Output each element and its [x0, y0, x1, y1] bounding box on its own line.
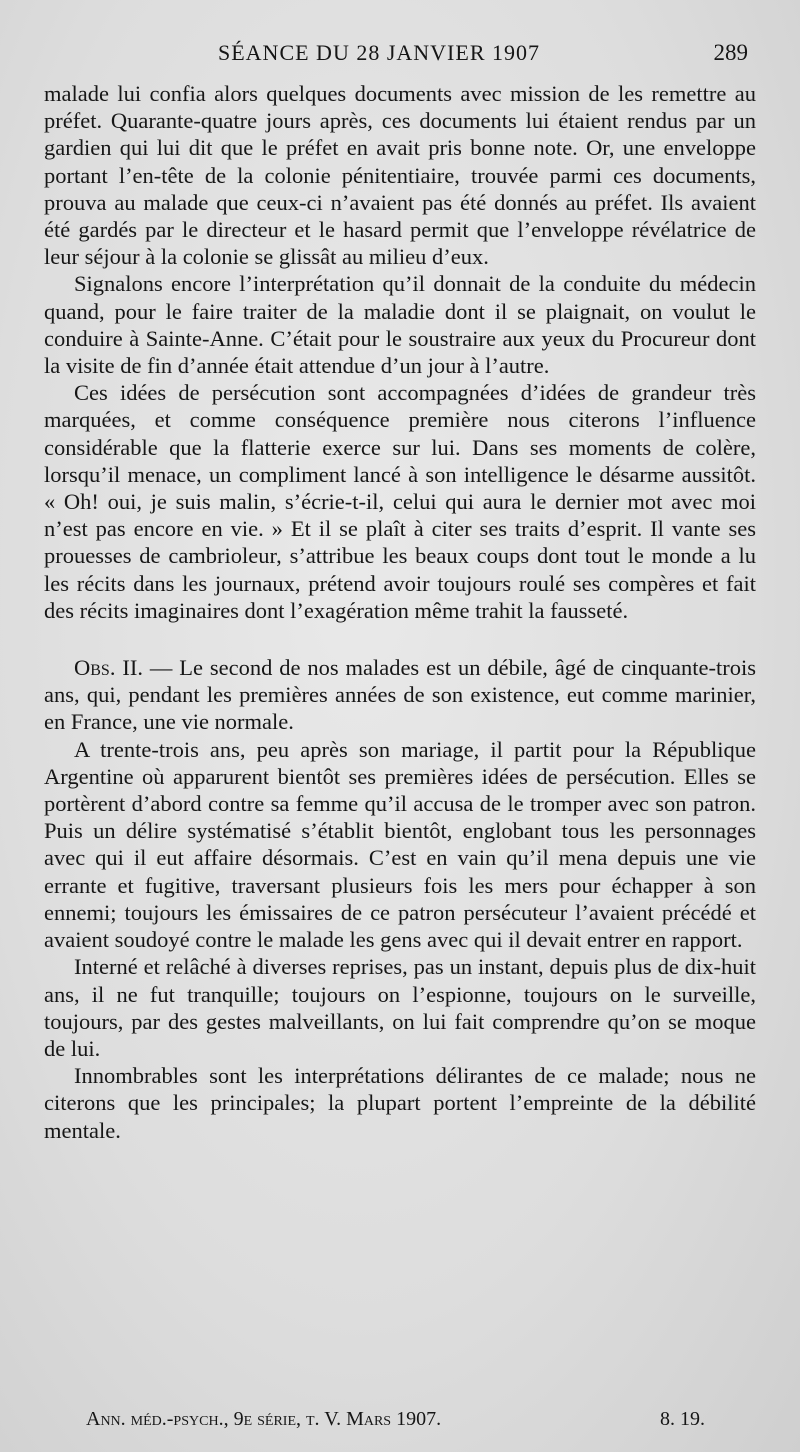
observation-text: — Le second de nos malades est un débile, âgé de cinquante-trois ans, qui, pendant les premières années de son existence, eut comme marinier, en France, une vie normale.	[44, 655, 756, 735]
running-title: SÉANCE DU 28 JANVIER 1907	[218, 40, 540, 65]
journal-reference: Ann. méd.-psych., 9e série, t. V. Mars 1907.	[86, 1408, 442, 1430]
page-number: 289	[713, 40, 748, 65]
body-text	[44, 80, 756, 1144]
running-header	[0, 34, 800, 74]
observation-paragraph	[44, 654, 756, 736]
page-footer	[0, 1408, 800, 1438]
paragraph: Ces idées de persécution sont accompagnées d’idées de grandeur très marquées, et comme conséquence première nous citerons l’influence considérable que la flatterie exerce sur lui. Dans ses moments de colère, lorsqu’il menace, un compliment lancé à son intelligence le désarme aussitôt. « Oh! oui, je suis malin, s’écrie-t-il, celui qui aura le dernier mot avec moi n’est pas encore en vie. » Et il se plaît à citer ses traits d’esprit. Il vante ses prouesses de cambrioleur, s’attribue les beaux coups dont tout le monde a lu les récits dans les journaux, prétend avoir toujours roulé ses compères et fait des récits imaginaires dont l’exagération même trahit la fausseté.	[44, 380, 756, 623]
paragraph: malade lui confia alors quelques documents avec mission de les remettre au préfet. Quarante-quatre jours après, ces documents lui étaient rendus par un gardien qui lui dit que le préfet en avait pris bonne note. Or, une enveloppe portant l’en-tête de la colonie pénitentiaire, trouvée parmi ces documents, prouva au malade que ceux-ci n’avaient pas été donnés au préfet. Ils avaient été gardés par le directeur et le hasard permit que l’enveloppe révélatrice de leur séjour à la colonie se glissât au milieu d’eux.	[44, 81, 756, 270]
paragraph: Innombrables sont les interprétations délirantes de ce malade; nous ne citerons que les principales; la plupart portent l’empreinte de la débilité mentale.	[44, 1063, 756, 1143]
observation-label: Obs. II.	[74, 655, 143, 681]
paragraph: Interné et relâché à diverses reprises, pas un instant, depuis plus de dix-huit ans, il ne fut tranquille; toujours on l’espionne, toujours on le surveille, toujours, par des gestes malveillants, on lui fait comprendre qu’on se moque de lui.	[44, 954, 756, 1061]
signature-mark: 8. 19.	[660, 1408, 705, 1430]
paragraph: A trente-trois ans, peu après son mariage, il partit pour la République Argentine où apparurent bientôt ses premières idées de persécution. Elles se portèrent d’abord contre sa femme qu’il accusa de le tromper avec son patron. Puis un délire systématisé s’établit bientôt, englobant tous les personnages avec qui il eut affaire désormais. C’est en vain qu’il mena depuis une vie errante et fugitive, traversant plusieurs fois les mers pour échapper à son ennemi; toujours les émissaires de ce patron persécuteur l’avaient précédé et avaient soudoyé contre le malade les gens avec qui il devait entrer en rapport.	[44, 736, 756, 953]
paragraph: Signalons encore l’interprétation qu’il donnait de la conduite du médecin quand, pour le faire traiter de la maladie dont il se plaignait, on voulut le conduire à Sainte-Anne. C’était pour le soustraire aux yeux du Procureur dont la visite de fin d’année était attendue d’un jour à l’autre.	[44, 271, 756, 379]
